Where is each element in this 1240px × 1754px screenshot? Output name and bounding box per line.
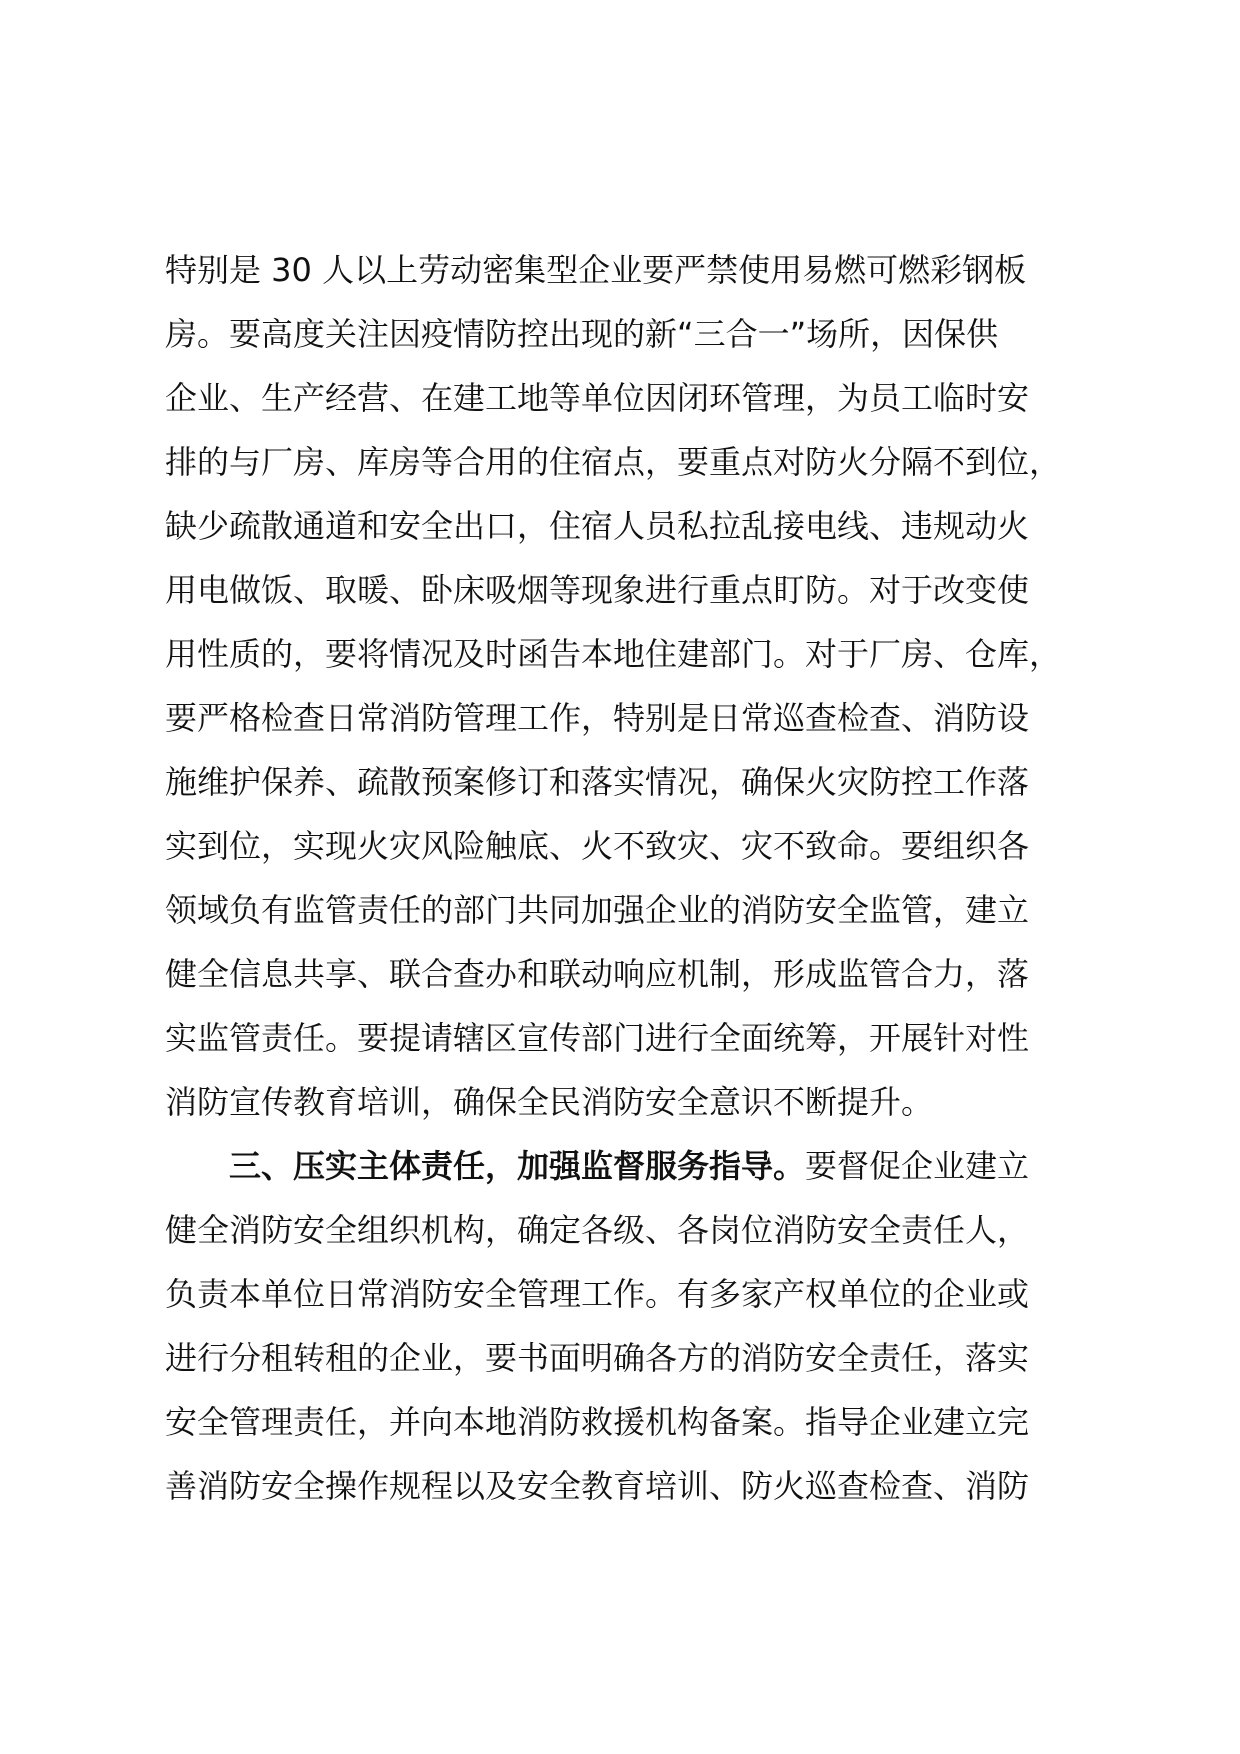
text-line: 要严格检查日常消防管理工作，特别是日常巡查检查、消防设 xyxy=(165,699,1030,737)
text-line: 用性质的，要将情况及时函告本地住建部门。对于厂房、仓库， xyxy=(165,635,1062,673)
section-3-first-line-text: 要督促企业建立 xyxy=(805,1147,1030,1185)
text-line: 实监管责任。要提请辖区宣传部门进行全面统筹，开展针对性 xyxy=(165,1019,1030,1057)
text-line: 企业、生产经营、在建工地等单位因闭环管理，为员工临时安 xyxy=(165,379,1030,417)
text-line: 负责本单位日常消防安全管理工作。有多家产权单位的企业或 xyxy=(165,1275,1030,1313)
text-line: 领域负有监管责任的部门共同加强企业的消防安全监管，建立 xyxy=(165,891,1030,929)
text-line: 用电做饭、取暖、卧床吸烟等现象进行重点盯防。对于改变使 xyxy=(165,571,1030,609)
text-line: 实到位，实现火灾风险触底、火不致灾、灾不致命。要组织各 xyxy=(165,827,1030,865)
text-line: 消防宣传教育培训，确保全民消防安全意识不断提升。 xyxy=(165,1083,934,1121)
document-body xyxy=(165,238,1105,1518)
text-line: 安全管理责任，并向本地消防救援机构备案。指导企业建立完 xyxy=(165,1403,1030,1441)
text-line: 房。要高度关注因疫情防控出现的新“三合一”场所，因保供 xyxy=(165,315,999,353)
section-3-heading: 三、压实主体责任，加强监督服务指导。 xyxy=(229,1147,806,1185)
text-line: 健全消防安全组织机构，确定各级、各岗位消防安全责任人， xyxy=(165,1211,1030,1249)
text-line: 健全信息共享、联合查办和联动响应机制，形成监管合力，落 xyxy=(165,955,1030,993)
text-line: 进行分租转租的企业，要书面明确各方的消防安全责任，落实 xyxy=(165,1339,1030,1377)
text-line: 缺少疏散通道和安全出口，住宿人员私拉乱接电线、违规动火 xyxy=(165,507,1030,545)
text-line: 特别是 30 人以上劳动密集型企业要严禁使用易燃可燃彩钢板 xyxy=(165,251,1027,289)
text-line: 施维护保养、疏散预案修订和落实情况，确保火灾防控工作落 xyxy=(165,763,1030,801)
section-3-first-line xyxy=(165,1134,1105,1198)
text-line: 排的与厂房、库房等合用的住宿点，要重点对防火分隔不到位， xyxy=(165,443,1062,481)
text-line: 善消防安全操作规程以及安全教育培训、防火巡查检查、消防 xyxy=(165,1467,1030,1505)
